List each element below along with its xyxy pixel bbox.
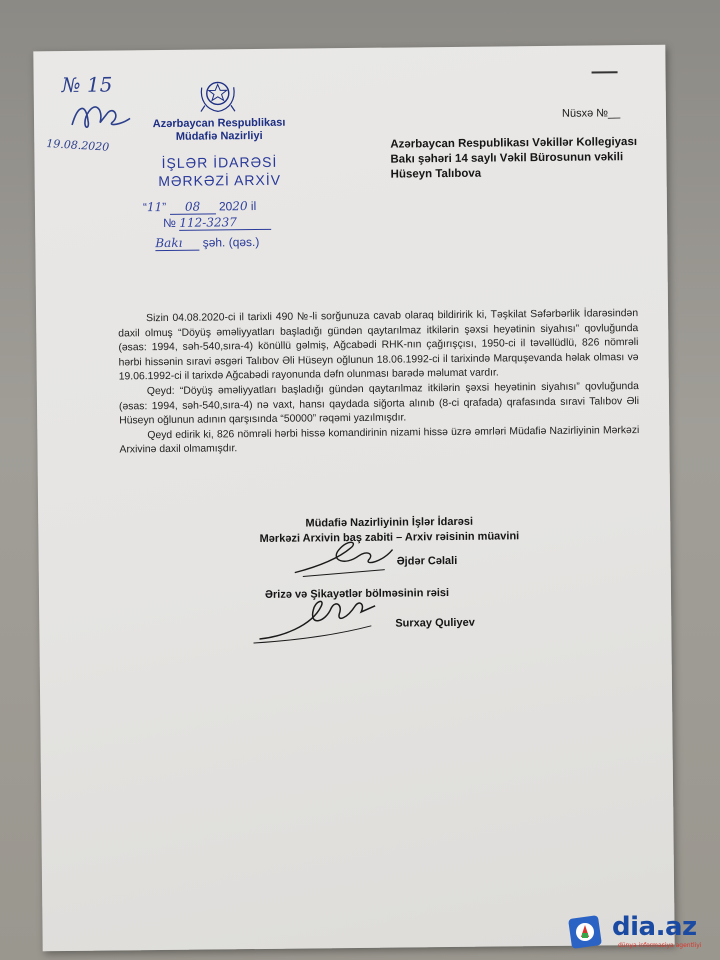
number-label: № (163, 215, 177, 230)
signatory-title-1-line-2: Mərkəzi Arxivin baş zabiti – Arxiv rəisinin müavini (259, 530, 520, 545)
city-value: Bakı (155, 236, 199, 251)
number-value: 112-3237 (179, 215, 271, 231)
watermark-tagline: dünya informasiya agentliyi (618, 942, 702, 949)
department-name (120, 152, 318, 190)
signatory-title-2: Ərizə və Şikayətlər bölməsinin rəisi (264, 587, 450, 601)
ministry-line-1: Azərbaycan Respublikası (152, 116, 286, 131)
copy-number: Nüsxə №__ (561, 107, 621, 120)
recipient: Azərbaycan Respublikası Vəkillər Kollegiyası Bakı şəhəri 14 saylı Vəkil Bürosunun vəkili Hüseyn Talıbova (390, 136, 638, 181)
dia-logo-icon (566, 913, 608, 953)
department-line-1: İŞLƏR İDARƏSİ (161, 153, 278, 171)
city-label: şəh. (qəs.) (202, 234, 260, 250)
signatory-title-1-line-1: Müdafiə Nazirliyinin İşlər İdarəsi (305, 515, 474, 530)
top-mark (592, 71, 618, 73)
handwritten-date: 19.08.2020 (45, 137, 110, 154)
handwritten-number: № 15 (61, 72, 113, 98)
body-paragraph-2: Qeyd: “Döyüş əməliyyatları başladığı gündən qaytarılmaz itkilərin şəxsi heyətinin siyahısı” qovluğunda (əsas: 1994, səh-540,sıra-4) nə vaxt, hansı qaydada siğorta alınıb (8-ci qrafada) qrafasında sıravi Talıbov Əli Hüseyn oğlunun adının qarşısında “50000” rəqəmi yazılmışdır. (118, 380, 640, 427)
body-paragraph-1: Sizin 04.08.2020-ci il tarixli 490 №-li sorğunuza cavab olaraq bildiririk ki, Təşkilat Səfərbərlik İdarəsindən daxil olmuş “Döyüş əməliyyatları başladığı gündən qaytarılmaz itkilərin şəxsi heyətinin siyahısı” qovluğunda (əsas: 1994, səh-540,sıra-4) könüllü gəlmiş, Ağcabədi RHK-nın çağırışçısı, 1950-ci il təvəllüdlü, 826 nömrəli hərbi hissənin sıravi əsgəri Talıbov Əli Hüseyn oğlunun 18.06.1992-ci il tarixində Marquşevanda həlak olması və 19.06.1992-ci il tarixdə Ağcabədi rayonunda dəfn olunması barədə məlumat vardır. (118, 308, 639, 383)
ministry-line-2: Müdafiə Nazirliyi (175, 129, 263, 143)
signature-1 (288, 536, 398, 581)
state-emblem-icon (196, 75, 240, 115)
body-paragraph-3: Qeyd edirik ki, 826 nömrəli hərbi hissə komandirinin nizami hissə üzrə əmrləri Müdafiə Nazirliyinin Mərkəzi Arxivinə daxil olmamışdır. (119, 424, 640, 456)
signatory-name-1: Əjdər Cəlali (396, 554, 458, 568)
date-year-prefix: 20 (218, 199, 233, 214)
letter-body (118, 307, 639, 458)
date-day: 11 (146, 199, 163, 215)
date-month: 08 (184, 199, 201, 214)
outgoing-date: “11” 08 2020 il (142, 199, 257, 215)
document-page (33, 45, 674, 952)
outgoing-city (155, 235, 259, 251)
outgoing-number (163, 215, 271, 231)
date-suffix: il (250, 199, 257, 214)
watermark-brand: dia.az (612, 912, 697, 942)
signatory-name-2: Surxay Quliyev (395, 616, 475, 630)
department-line-2: MƏRKƏZİ ARXİV (158, 171, 282, 190)
signature-2 (251, 596, 382, 647)
date-year-suffix: 20 (232, 199, 248, 214)
ministry-name (120, 116, 318, 144)
